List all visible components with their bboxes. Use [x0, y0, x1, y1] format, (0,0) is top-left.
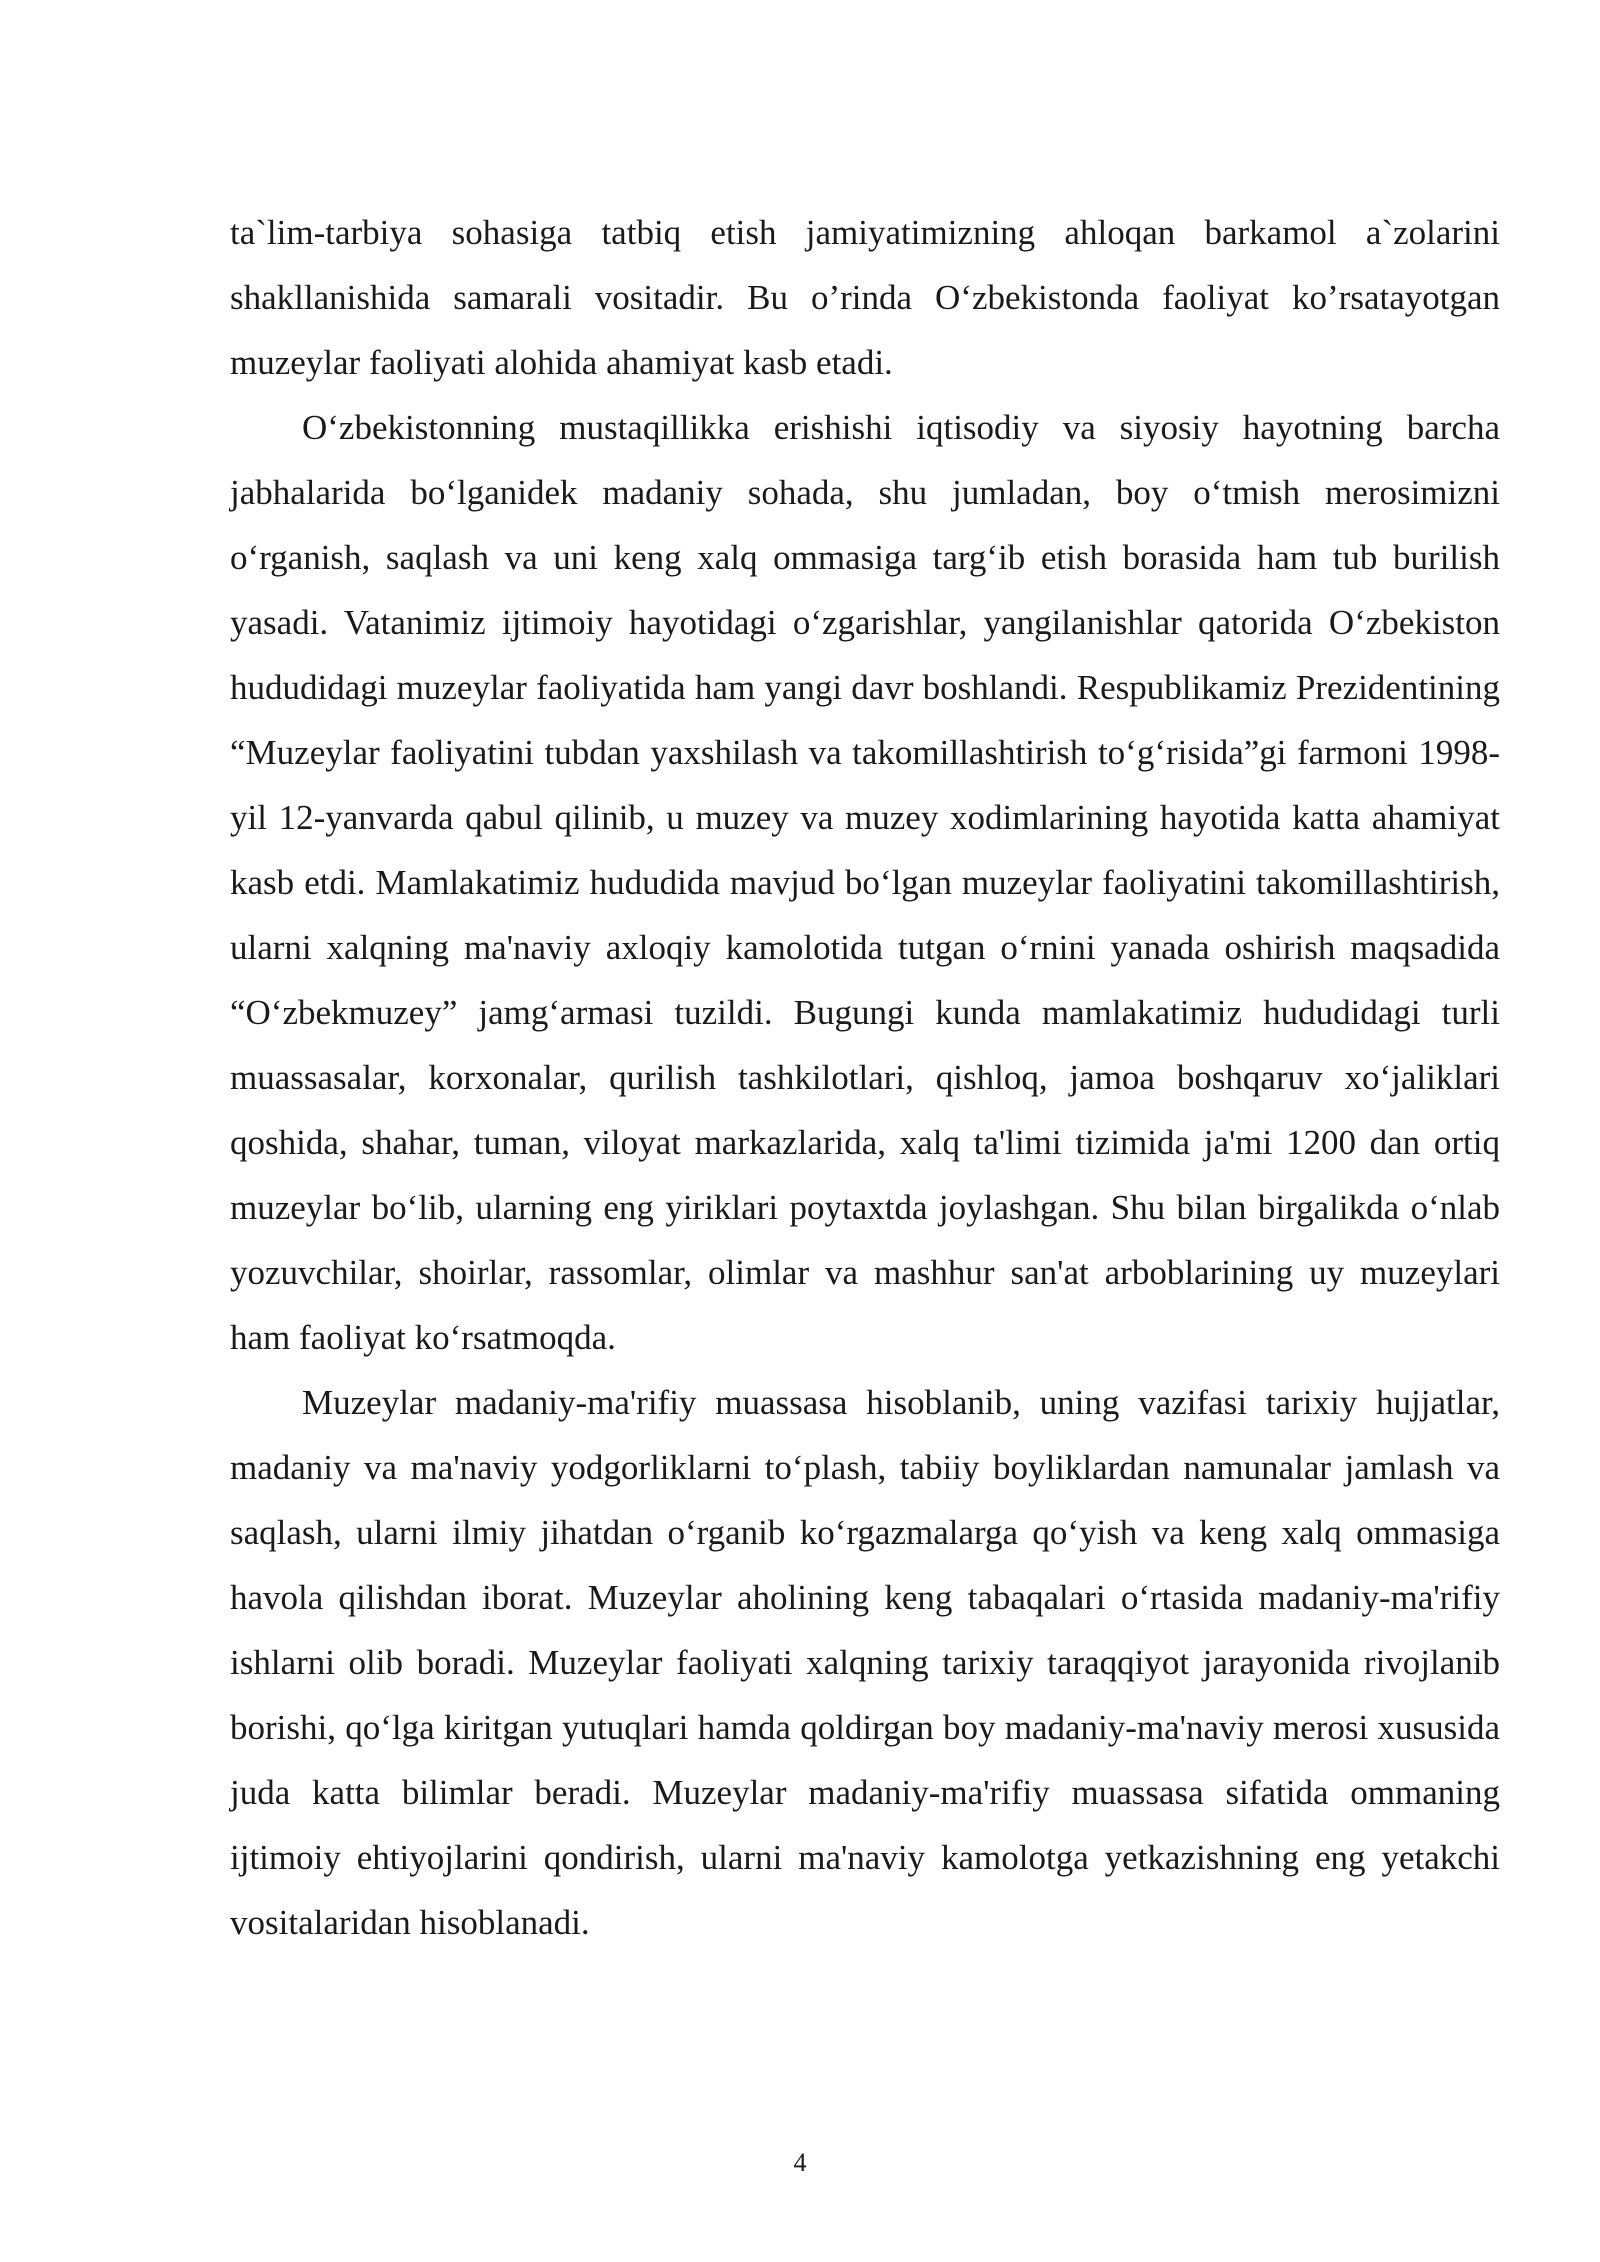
body-text	[230, 200, 1500, 1955]
paragraph-independence-museums: O‘zbekistonning mustaqillikka erishishi iqtisodiy va siyosiy hayotning barcha jabhalarida bo‘lganidek madaniy sohada, shu jumladan, boy o‘tmish merosimizni o‘rganish, saqlash va uni keng xalq ommasiga targ‘ib etish borasida ham tub burilish yasadi. Vatanimiz ijtimoiy hayotidagi o‘zgarishlar, yangilanishlar qatorida O‘zbekiston hududidagi muzeylar faoliyatida ham yangi davr boshlandi. Respublikamiz Prezidentining “Muzeylar faoliyatini tubdan yaxshilash va takomillashtirish to‘g‘risida”gi farmoni 1998-yil 12-yanvarda qabul qilinib, u muzey va muzey xodimlarining hayotida katta ahamiyat kasb etdi. Mamlakatimiz hududida mavjud bo‘lgan muzeylar faoliyatini takomillashtirish, ularni xalqning ma'naviy axloqiy kamolotida tutgan o‘rnini yanada oshirish maqsadida “O‘zbekmuzey” jamg‘armasi tuzildi. Bugungi kunda mamlakatimiz hududidagi turli muassasalar, korxonalar, qurilish tashkilotlari, qishloq, jamoa boshqaruv xo‘jaliklari qoshida, shahar, tuman, viloyat markazlarida, xalq ta'limi tizimida ja'mi 1200 dan ortiq muzeylar bo‘lib, ularning eng yiriklari poytaxtda joylashgan. Shu bilan birgalikda o‘nlab yozuvchilar, shoirlar, rassomlar, olimlar va mashhur san'at arboblarining uy muzeylari ham faoliyat ko‘rsatmoqda.	[230, 408, 1500, 1357]
paragraph-museum-functions: Muzeylar madaniy-ma'rifiy muassasa hisoblanib, uning vazifasi tarixiy hujjatlar, madaniy va ma'naviy yodgorliklarni to‘plash, tabiiy boyliklardan namunalar jamlash va saqlash, ularni ilmiy jihatdan o‘rganib ko‘rgazmalarga qo‘yish va keng xalq ommasiga havola qilishdan iborat. Muzeylar aholining keng tabaqalari o‘rtasida madaniy-ma'rifiy ishlarni olib boradi. Muzeylar faoliyati xalqning tarixiy taraqqiyot jarayonida rivojlanib borishi, qo‘lga kiritgan yutuqlari hamda qoldirgan boy madaniy-ma'naviy merosi xususida juda katta bilimlar beradi. Muzeylar madaniy-ma'rifiy muassasa sifatida ommaning ijtimoiy ehtiyojlarini qondirish, ularni ma'naviy kamolotga yetkazishning eng yetakchi vositalaridan hisoblanadi.	[230, 1383, 1500, 1942]
page-number: 4	[793, 2148, 807, 2177]
paragraph-continuation: ta`lim-tarbiya sohasiga tatbiq etish jamiyatimizning ahloqan barkamol a`zolarini shakllanishida samarali vositadir. Bu o’rinda O‘zbekistonda faoliyat ko’rsatayotgan muzeylar faoliyati alohida ahamiyat kasb etadi.	[230, 213, 1500, 382]
